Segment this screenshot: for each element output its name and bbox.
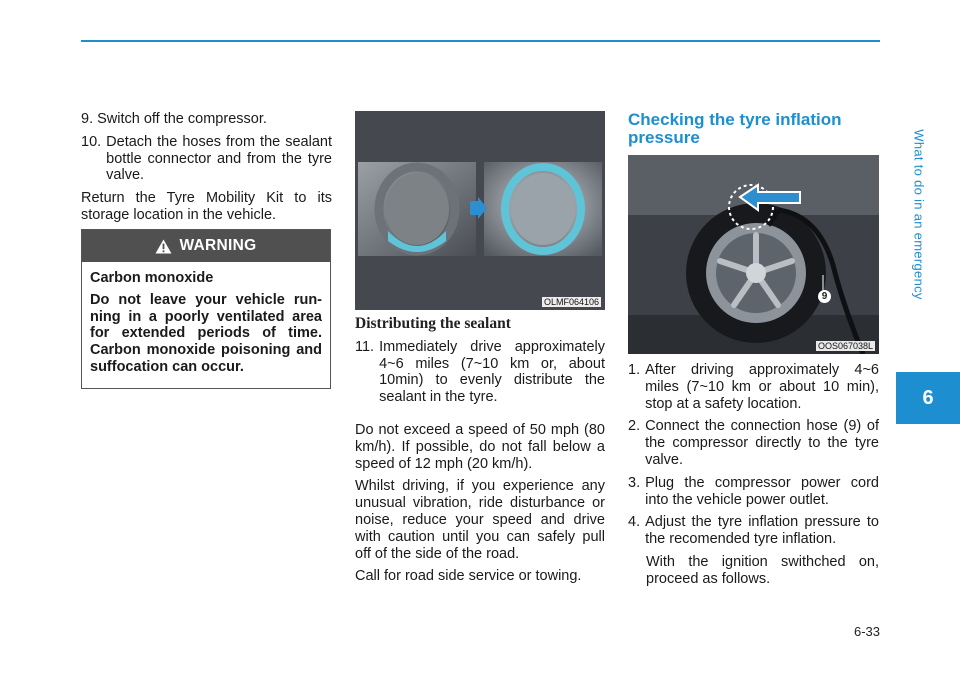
step-text: Switch off the compressor. [97, 111, 267, 127]
column-3 [628, 111, 879, 146]
step-number: 1. [628, 362, 641, 378]
column-2 [355, 316, 605, 591]
figure-code: OOS067038L [817, 341, 873, 351]
inflation-figure [628, 155, 879, 354]
tyre-inflation-illustration [628, 155, 879, 354]
step-10 [81, 134, 332, 184]
step-number: 10. [81, 133, 102, 150]
return-kit-text: Return the Tyre Mobility Kit to its storage location in the vehicle. [81, 190, 332, 223]
inflation-step-1 [628, 362, 879, 412]
step-text: Detach the hoses from the sealant bottle connector and from the tyre valve. [106, 133, 332, 184]
step-text: Plug the compressor power cord into the vehicle power outlet. [645, 474, 879, 508]
sealant-figure [355, 111, 605, 310]
chapter-side-label: What to do in an emergency [911, 128, 927, 300]
step-text: Adjust the tyre inflation pressure to the recomended tyre inflation. [645, 514, 879, 548]
chapter-tab[interactable]: 6 [896, 372, 960, 424]
step-11 [355, 339, 605, 406]
sub-heading: Distributing the sealant [355, 315, 511, 332]
step-number: 9. [81, 111, 94, 127]
figure-code: OLMF064106 [543, 297, 599, 307]
step-number: 3. [628, 474, 641, 491]
ignition-note: With the ignition swithched on, proceed as follows. [646, 553, 879, 587]
step-9 [81, 111, 332, 128]
inflation-step-3 [628, 475, 879, 509]
warning-body [82, 262, 330, 376]
warning-text: Do not leave your vehicle run-ning in a poorly ventilated area for extended periods of time. Carbon monoxide poisoning and suffocation can occur. [90, 291, 322, 375]
warning-box [81, 229, 331, 389]
step-number: 4. [628, 514, 641, 531]
speed-limit-text: Do not exceed a speed of 50 mph (80 km/h). If possible, do not fall below a speed of 12 mph (20 km/h). [355, 421, 605, 472]
inflation-step-2 [628, 418, 879, 468]
column-1 [81, 111, 332, 230]
warning-title: WARNING [179, 237, 257, 254]
call-service-text: Call for road side service or towing. [355, 568, 582, 585]
step-text: Immediately drive approximately 4~6 miles (7~10 km or, about 10min) to evenly distribute the sealant in the tyre. [379, 338, 605, 406]
warning-triangle-icon [155, 239, 172, 254]
vibration-text: Whilst driving, if you experience any unusual vibration, ride disturbance or noise, reduce your speed and drive with caution until you can safely pull off of the side of the road. [355, 478, 605, 562]
column-3-steps [628, 362, 879, 594]
inflation-step-4 [628, 514, 879, 548]
section-heading: Checking the tyre inflation pressure [628, 110, 842, 147]
warning-header [82, 230, 330, 262]
warning-subtitle: Carbon monoxide [90, 270, 214, 286]
step-number: 2. [628, 418, 641, 435]
step-text: Connect the connection hose (9) of the compressor directly to the tyre valve. [645, 418, 879, 468]
page-number: 6-33 [853, 624, 880, 639]
header-rule [81, 40, 880, 42]
callout-number: 9 [818, 290, 831, 303]
step-text: After driving approximately 4~6 miles (7~10 km or about 10 min), stop at a safety location. [645, 362, 879, 412]
tyre-sealant-illustration [355, 111, 605, 310]
step-number: 11. [355, 338, 375, 355]
